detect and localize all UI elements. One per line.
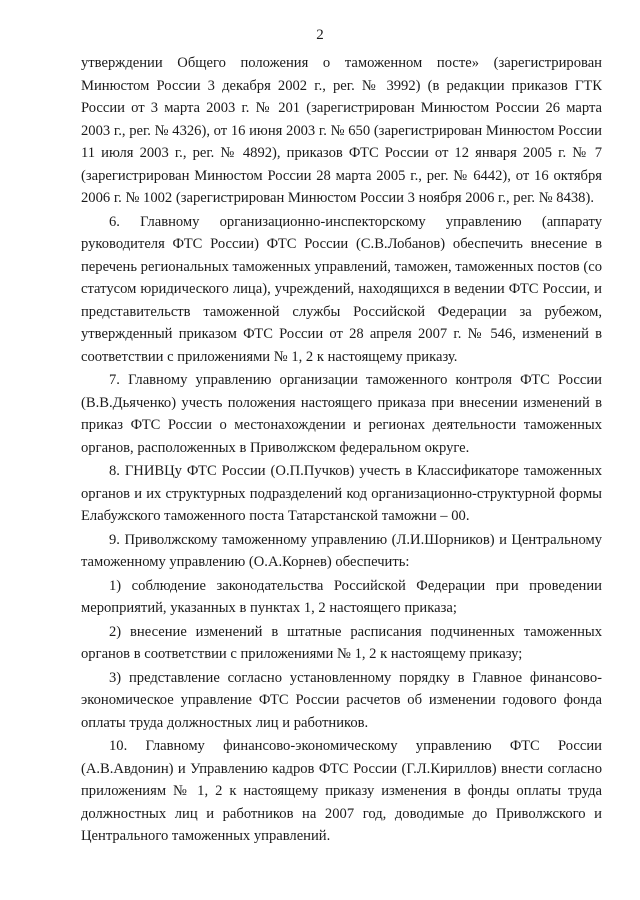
paragraph-item-9-3: 3) представление согласно установленному порядку в Главное финансово-экономическое управление ФТС России расчетов об изменении годового фонда оплаты труда должностных лиц и работников. [81, 669, 602, 731]
paragraph-item-9: 9. Приволжскому таможенному управлению (Л.И.Шорников) и Центральному таможенному управлению (О.А.Корнев) обеспечить: [81, 531, 602, 570]
paragraph-item-10: 10. Главному финансово-экономическому управлению ФТС России (А.В.Авдонин) и Управлению кадров ФТС России (Г.Л.Кириллов) внести согласно приложениям № 1, 2 к настоящему приказу изменения в фонды оплаты труда должностных лиц и работников на 2007 год, доводимые до Приволжского и Центрального таможенных управлений. [81, 738, 602, 844]
paragraph-continuation: утверждении Общего положения о таможенном посте» (зарегистрирован Минюстом России 3 декабря 2002 г., рег. № 3992) (в редакции приказов ГТК России от 3 марта 2003 г. № 201 (зарегистрирован Минюстом России 26 марта 2003 г., рег. № 4326), от 16 июня 2003 г. № 650 (зарегистрирован Минюстом России 11 июля 2003 г., рег. № 4892), приказов ФТС России от 12 января 2005 г. № 7 (зарегистрирован Минюстом России 28 марта 2005 г., рег. № 6442), от 16 октября 2006 г. № 1002 (зарегистрирован Минюстом России 3 ноября 2006 г., рег. № 8438). [81, 55, 602, 206]
paragraph-item-9-2: 2) внесение изменений в штатные расписания подчиненных таможенных органов в соответствии с приложениями № 1, 2 к настоящему приказу; [81, 623, 602, 662]
document-body [81, 52, 602, 848]
paragraph-item-7: 7. Главному управлению организации таможенного контроля ФТС России (В.В.Дьяченко) учесть положения настоящего приказа при внесении изменений в приказ ФТС России о местонахождении и регионах деятельности таможенных органов, расположенных в Приволжском федеральном округе. [81, 372, 602, 456]
paragraph-item-8: 8. ГНИВЦу ФТС России (О.П.Пучков) учесть в Классификаторе таможенных органов и их структурных подразделений код организационно-структурной формы Елабужского таможенного поста Татарстанской таможни – 00. [81, 463, 602, 524]
paragraph-item-9-1: 1) соблюдение законодательства Российской Федерации при проведении мероприятий, указанных в пунктах 1, 2 настоящего приказа; [81, 577, 602, 616]
paragraph-item-6: 6. Главному организационно-инспекторскому управлению (аппарату руководителя ФТС России) ФТС России (С.В.Лобанов) обеспечить внесение в перечень региональных таможенных управлений, таможен, таможенных постов (со статусом юридического лица), учреждений, находящихся в ведении ФТС России, и представительств таможенной службы Российской Федерации за рубежом, утвержденный приказом ФТС России от 28 апреля 2007 г. № 546, изменений в соответствии с приложениями № 1, 2 к настоящему приказу. [81, 213, 602, 365]
page-number: 2 [316, 27, 324, 43]
